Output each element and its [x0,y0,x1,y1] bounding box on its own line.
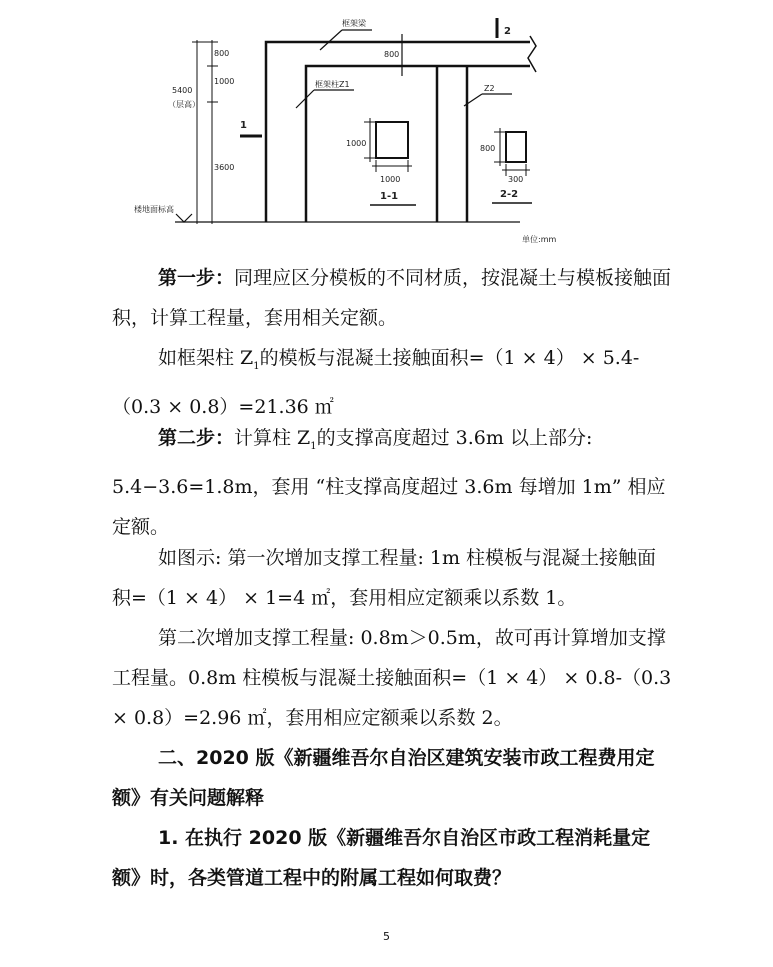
z1-area-b: 的模板与混凝土接触面积=（1 × 4） × 5.4-（0.3 × 0.8）=21.36 ㎡ [112,347,640,418]
section-2-marker: 2 [504,26,511,37]
sec11-h: 1000 [346,139,367,148]
section-1-marker: 1 [240,120,247,131]
z1-area-paragraph [112,338,672,427]
dim-5400: 5400 [172,86,193,95]
step-one-paragraph [112,258,672,338]
column-z2-label: Z2 [484,84,495,93]
section-11-rect [376,122,408,158]
dim-floor-height: （层高） [168,100,200,109]
section-22-dims [494,128,530,176]
section-22-rect [506,132,526,162]
question-one-heading: 1. 在执行 2020 版《新疆维吾尔自治区市政工程消耗量定额》时，各类管道工程中的附属工程如何取费？ [112,827,651,889]
column-z1-label: 框架柱Z1 [315,80,350,89]
first-support-paragraph: 如图示: 第一次增加支撑工程量: 1m 柱模板与混凝土接触面积=（1 × 4） × 1=4 ㎡，套用相应定额乘以系数 1。 [112,547,657,609]
floor-label: 楼地面标高 [134,205,174,214]
second-support-paragraph: 第二次增加支撑工程量: 0.8m＞0.5m，故可再计算增加支撑工程量。0.8m 柱模板与混凝土接触面积=（1 × 4） × 0.8-（0.3 × 0.8）=2.96 ㎡，套用相应定额乘以系数 2。 [112,627,672,729]
dim-1000-left: 1000 [214,77,235,86]
height-dimensions [192,40,218,224]
sec22-label: 2-2 [500,189,519,200]
section-two-heading: 二、2020 版《新疆维吾尔自治区建筑安装市政工程费用定额》有关问题解释 [112,747,655,809]
z2-leader [464,94,512,106]
z1-leader [296,90,354,108]
unit-label: 单位:mm [522,235,557,244]
beam-label: 框架梁 [342,19,366,28]
formwork-diagram [0,0,773,250]
sec22-w: 300 [508,175,524,184]
step-one-text: 同理应区分模板的不同材质，按混凝土与模板接触面积，计算工程量，套用相关定额。 [112,267,672,329]
step-two-label: 第二步： [158,427,235,449]
step-two-paragraph [112,418,672,547]
dim-3600: 3600 [214,163,235,172]
sec11-w: 1000 [380,175,401,184]
z1-area-sub: 1 [253,360,260,372]
sec11-label: 1-1 [380,191,399,202]
step-two-sub: 1 [310,440,317,452]
z1-area-a: 如框架柱 Z [158,347,254,369]
dim-800-left: 800 [214,49,230,58]
page-number: 5 [383,930,390,943]
section-11-dims [364,118,412,172]
step-two-b: 的支撑高度超过 3.6m 以上部分: 5.4−3.6=1.8m，套用 “柱支撑高度超过 3.6m 每增加 1m” 相应定额。 [112,427,666,538]
step-two-a: 计算柱 Z [234,427,311,449]
sec22-h: 800 [480,144,496,153]
beam-dim: 800 [384,50,400,59]
step-one-label: 第一步： [158,267,235,289]
beam-leader [320,30,372,50]
